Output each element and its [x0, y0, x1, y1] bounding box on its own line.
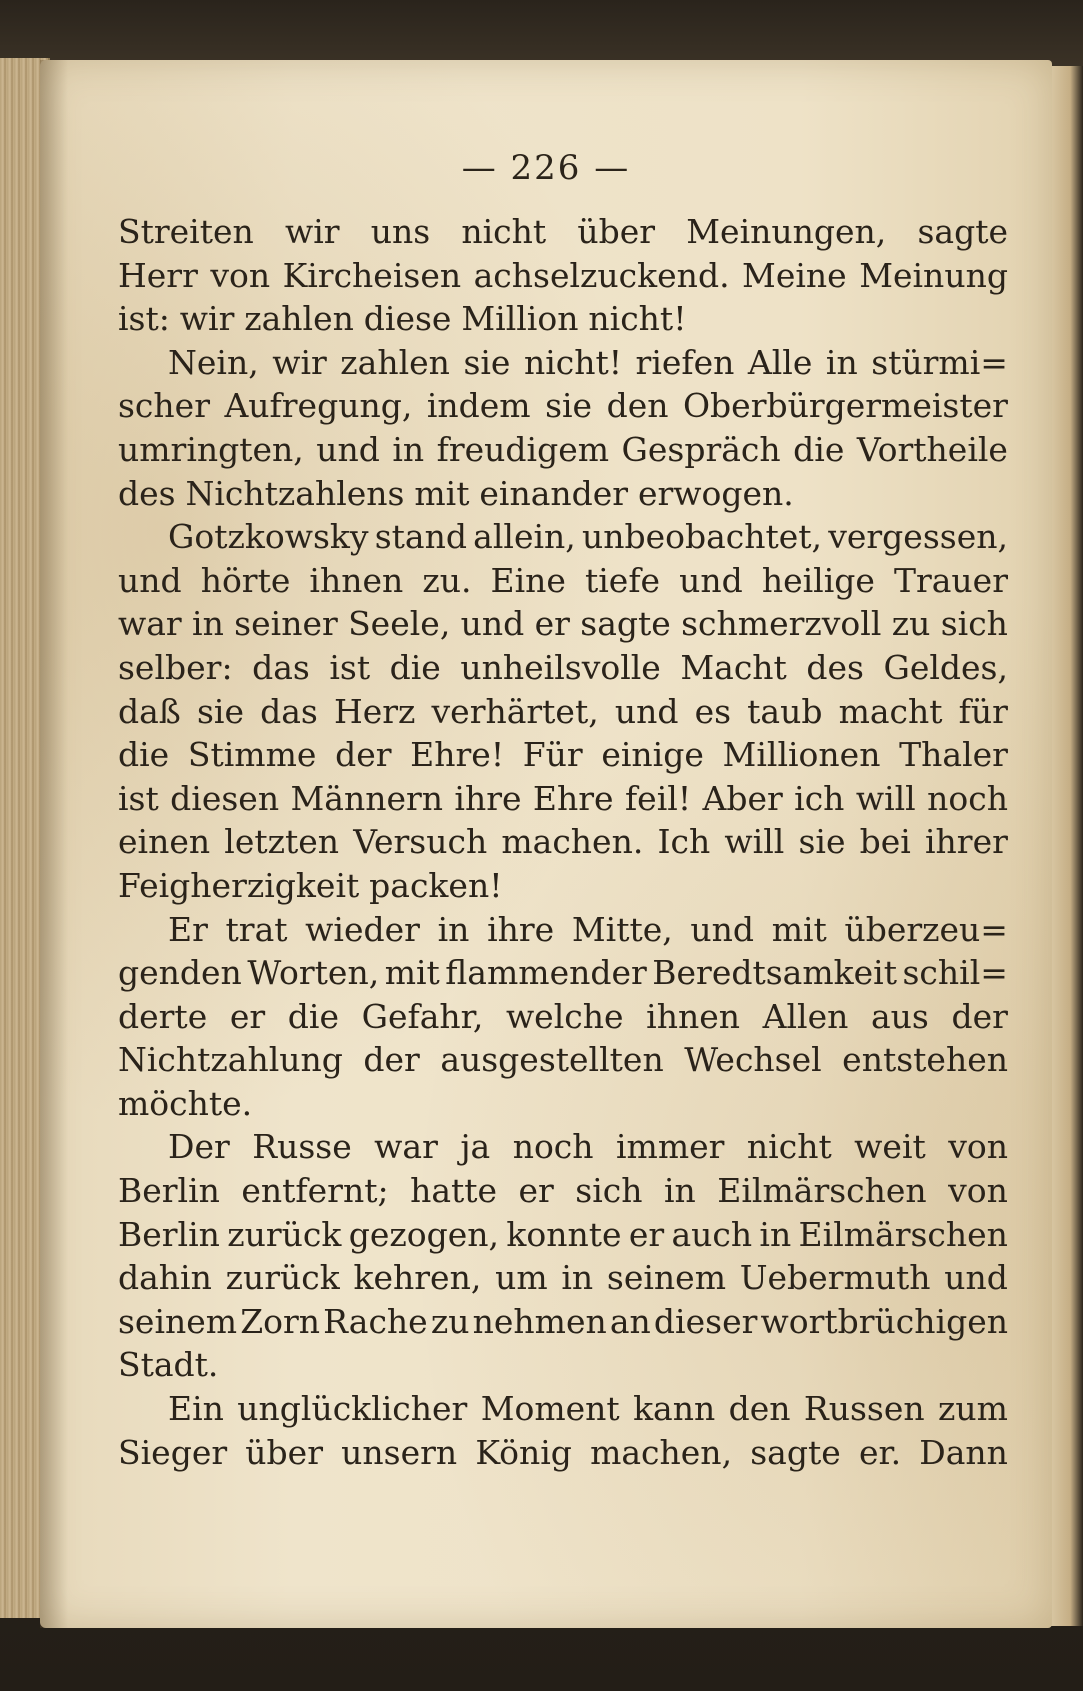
word: einen — [118, 822, 211, 862]
word: kann — [633, 1389, 716, 1429]
word: ist — [329, 647, 371, 687]
word: ist — [118, 778, 159, 818]
gutter-shadow — [40, 60, 68, 1628]
word: Trauer — [893, 560, 1008, 600]
word: Beredtsamkeit — [652, 953, 897, 993]
word: nehmen — [472, 1301, 607, 1341]
word: seinem — [118, 1301, 238, 1341]
word: Millionen — [722, 735, 881, 775]
word: weit — [854, 1127, 926, 1167]
body-text — [118, 210, 1008, 1474]
text-line — [118, 777, 1008, 821]
word: will — [724, 822, 785, 862]
word: gezogen, — [348, 1214, 500, 1254]
word: aus — [871, 996, 929, 1036]
word: Ich — [657, 822, 711, 862]
text-line — [118, 1256, 1008, 1300]
word: Gespräch — [621, 429, 781, 469]
word: und — [460, 604, 525, 644]
word: über — [245, 1432, 323, 1472]
text-line — [118, 254, 1008, 298]
word: trat — [225, 909, 288, 949]
word: war — [374, 1127, 438, 1167]
word: entstehen — [842, 1040, 1008, 1080]
word: ich — [794, 778, 845, 818]
word: in — [759, 1214, 792, 1254]
word: genden — [118, 953, 242, 993]
word: immer — [616, 1127, 725, 1167]
word: Worten, — [247, 953, 380, 993]
word: und — [118, 560, 182, 600]
word: zahlen — [244, 299, 354, 339]
word: zurück — [227, 1214, 342, 1254]
word: sie — [196, 691, 244, 731]
word: daß — [118, 691, 181, 731]
word: Herz — [333, 691, 416, 731]
word: auch — [671, 1214, 753, 1254]
word: vergessen, — [828, 517, 1008, 557]
word: Dann — [919, 1432, 1008, 1472]
page-number: — 226 — — [461, 148, 631, 188]
word: sagte — [580, 604, 671, 644]
text-line — [118, 1038, 1008, 1082]
word: wieder — [305, 909, 420, 949]
word: packen! — [369, 865, 503, 905]
word: flammender — [445, 953, 647, 993]
text-line — [118, 1431, 1008, 1475]
word: bei — [859, 822, 911, 862]
word: indem — [426, 386, 531, 426]
word: sich — [575, 1171, 643, 1211]
word: Nein, — [168, 342, 259, 382]
text-line — [118, 384, 1008, 428]
word: Thaler — [899, 735, 1008, 775]
word: Wechsel — [684, 1040, 822, 1080]
word: Allen — [762, 996, 849, 1036]
word: Seele, — [348, 604, 451, 644]
word: Männern — [290, 778, 444, 818]
word: der — [335, 735, 392, 775]
word: riefen — [635, 342, 735, 382]
word: Berlin — [118, 1171, 220, 1211]
text-line — [118, 472, 1008, 516]
word: ja — [460, 1127, 491, 1167]
word: zurück — [225, 1258, 340, 1298]
word: sie — [463, 342, 511, 382]
word: überzeu= — [844, 909, 1008, 949]
text-line — [118, 995, 1008, 1039]
word: Million — [461, 299, 579, 339]
text-line — [118, 1082, 1008, 1126]
word: König — [475, 1432, 572, 1472]
word: selber: — [118, 647, 233, 687]
word: Eine — [490, 560, 566, 600]
word: sie — [798, 822, 846, 862]
word: Russe — [252, 1127, 352, 1167]
word: taub — [747, 691, 823, 731]
word: Streiten — [118, 212, 254, 251]
word: und — [944, 1258, 1008, 1298]
word: umringten, — [118, 429, 304, 469]
word: unglücklicher — [237, 1389, 468, 1429]
word: in — [664, 1171, 696, 1211]
word: Ehre! — [410, 735, 505, 775]
word: wortbrüchigen — [760, 1301, 1008, 1341]
word: wir — [284, 212, 340, 251]
word: konnte — [506, 1214, 622, 1254]
word: Alle — [747, 342, 813, 382]
word: stand — [374, 517, 467, 557]
word: verhärtet, — [431, 691, 599, 731]
word: Meinung — [859, 255, 1008, 295]
word: der — [363, 1040, 420, 1080]
text-line — [118, 864, 1008, 908]
word: sie — [545, 386, 593, 426]
word: will — [855, 778, 916, 818]
text-line — [118, 646, 1008, 690]
word: Vortheile — [856, 429, 1008, 469]
text-line — [118, 341, 1008, 385]
word: schil= — [902, 953, 1008, 993]
word: Russen — [803, 1389, 925, 1429]
word: scher — [118, 386, 210, 426]
word: Meinungen, — [686, 212, 887, 251]
word: in — [192, 604, 224, 644]
word: schmerzvoll — [681, 604, 882, 644]
word: Meine — [742, 255, 847, 295]
text-line — [118, 515, 1008, 559]
word: den — [606, 386, 669, 426]
word: Oberbürgermeister — [682, 386, 1008, 426]
word: Rache — [323, 1301, 428, 1341]
word: nicht — [461, 212, 547, 251]
word: Nichtzahlung — [118, 1040, 343, 1080]
word: für — [958, 691, 1008, 731]
word: er. — [858, 1432, 902, 1472]
word: Ein — [168, 1389, 224, 1429]
word: sagte — [917, 212, 1008, 251]
word: Eilmärschen — [717, 1171, 927, 1211]
word: kehren, — [353, 1258, 482, 1298]
word: machen. — [501, 822, 644, 862]
word: Der — [168, 1127, 230, 1167]
word: ist: — [118, 299, 170, 339]
word: und — [679, 560, 743, 600]
text-line — [118, 1169, 1008, 1213]
word: zahlen — [340, 342, 450, 382]
word: Mitte, — [571, 909, 673, 949]
text-line — [118, 820, 1008, 864]
word: Zorn — [240, 1301, 321, 1341]
word: feil! — [624, 778, 692, 818]
word: Stadt. — [118, 1345, 219, 1385]
word: wir — [179, 299, 235, 339]
word: derte — [118, 996, 208, 1036]
word: unheilsvolle — [460, 647, 661, 687]
word: in — [825, 342, 858, 382]
word: Eilmärschen — [798, 1214, 1008, 1254]
word: Macht — [680, 647, 787, 687]
word: Moment — [480, 1389, 620, 1429]
word: heilige — [761, 560, 875, 600]
word: Er — [168, 909, 208, 949]
text-line — [118, 210, 1008, 254]
word: Sieger — [118, 1432, 228, 1472]
word: dieser — [653, 1301, 758, 1341]
word: noch — [927, 778, 1008, 818]
word: das — [260, 691, 318, 731]
word: seinem — [606, 1258, 726, 1298]
word: ihre — [454, 778, 522, 818]
word: unbeobachtet, — [581, 517, 823, 557]
word: von — [210, 255, 271, 295]
word: er — [534, 604, 570, 644]
word: letzten — [224, 822, 340, 862]
word: welche — [505, 996, 624, 1036]
word: Gefahr, — [361, 996, 484, 1036]
word: und — [690, 909, 755, 949]
word: er — [628, 1214, 665, 1254]
page-stack-edge-right — [1051, 66, 1083, 1626]
word: hatte — [410, 1171, 498, 1211]
word: diese — [363, 299, 452, 339]
word: hörte — [200, 560, 291, 600]
word: in — [437, 909, 470, 949]
text-line — [118, 1125, 1008, 1169]
text-line — [118, 690, 1008, 734]
word: mit — [771, 909, 827, 949]
word: Aber — [702, 778, 783, 818]
word: ihnen — [646, 996, 741, 1036]
word: des — [118, 473, 176, 513]
word: dahin — [118, 1258, 212, 1298]
word: ihrer — [925, 822, 1008, 862]
word: die — [118, 735, 170, 775]
word: mit — [384, 953, 440, 993]
word: die — [287, 996, 340, 1036]
word: noch — [512, 1127, 594, 1167]
text-line — [118, 733, 1008, 777]
word: erwogen. — [637, 473, 794, 513]
word: mit — [414, 473, 470, 513]
word: Versuch — [353, 822, 488, 862]
word: war — [118, 604, 182, 644]
word: uns — [370, 212, 431, 251]
word: die — [389, 647, 441, 687]
word: sich — [940, 604, 1008, 644]
text-line — [118, 1343, 1008, 1387]
word: seiner — [234, 604, 338, 644]
word: diesen — [170, 778, 280, 818]
word: Berlin — [118, 1214, 220, 1254]
word: die — [793, 429, 845, 469]
word: einige — [601, 735, 704, 775]
word: zum — [938, 1389, 1008, 1429]
word: wir — [272, 342, 327, 382]
word: allein, — [473, 517, 576, 557]
word: des — [806, 647, 864, 687]
text-line — [118, 1213, 1008, 1257]
word: um — [495, 1258, 548, 1298]
word: unsern — [341, 1432, 458, 1472]
word: in — [561, 1258, 594, 1298]
word: Feigherzigkeit — [118, 865, 360, 905]
word: das — [252, 647, 310, 687]
word: von — [948, 1171, 1008, 1211]
word: Stimme — [187, 735, 317, 775]
text-line — [118, 428, 1008, 472]
word: Gotzkowsky — [168, 517, 369, 557]
word: Herr — [118, 255, 198, 295]
word: und — [614, 691, 679, 731]
word: Ehre — [532, 778, 614, 818]
word: stürmi= — [871, 342, 1008, 382]
word: zu — [430, 1301, 470, 1341]
word: machen, — [590, 1432, 733, 1472]
word: nicht — [746, 1127, 832, 1167]
text-line — [118, 951, 1008, 995]
word: entfernt; — [241, 1171, 389, 1211]
word: an — [609, 1301, 651, 1341]
word: sagte — [750, 1432, 841, 1472]
word: zu. — [422, 560, 472, 600]
word: Für — [522, 735, 583, 775]
word: nicht! — [523, 342, 623, 382]
word: Nichtzahlens — [185, 473, 405, 513]
text-line — [118, 908, 1008, 952]
word: Uebermuth — [739, 1258, 931, 1298]
word: er — [518, 1171, 554, 1211]
word: achselzuckend. — [473, 255, 730, 295]
word: möchte. — [118, 1083, 253, 1123]
text-line — [118, 1387, 1008, 1431]
word: ihnen — [309, 560, 404, 600]
word: es — [694, 691, 732, 731]
word: er — [229, 996, 266, 1036]
text-line — [118, 559, 1008, 603]
text-line — [118, 602, 1008, 646]
word: macht — [838, 691, 943, 731]
book-page — [40, 60, 1052, 1628]
word: in — [392, 429, 425, 469]
word: ausgestellten — [440, 1040, 664, 1080]
word: freudigem — [436, 429, 610, 469]
word: und — [316, 429, 380, 469]
text-line — [118, 1300, 1008, 1344]
word: einander — [479, 473, 629, 513]
word: tiefe — [584, 560, 661, 600]
word: nicht! — [588, 299, 687, 339]
word: von — [948, 1127, 1008, 1167]
word: der — [951, 996, 1008, 1036]
word: zu — [891, 604, 931, 644]
word: Geldes, — [883, 647, 1008, 687]
word: über — [577, 212, 656, 251]
word: ihre — [487, 909, 555, 949]
word: den — [728, 1389, 791, 1429]
word: Aufregung, — [224, 386, 413, 426]
word: Kircheisen — [282, 255, 462, 295]
text-line — [118, 297, 1008, 341]
